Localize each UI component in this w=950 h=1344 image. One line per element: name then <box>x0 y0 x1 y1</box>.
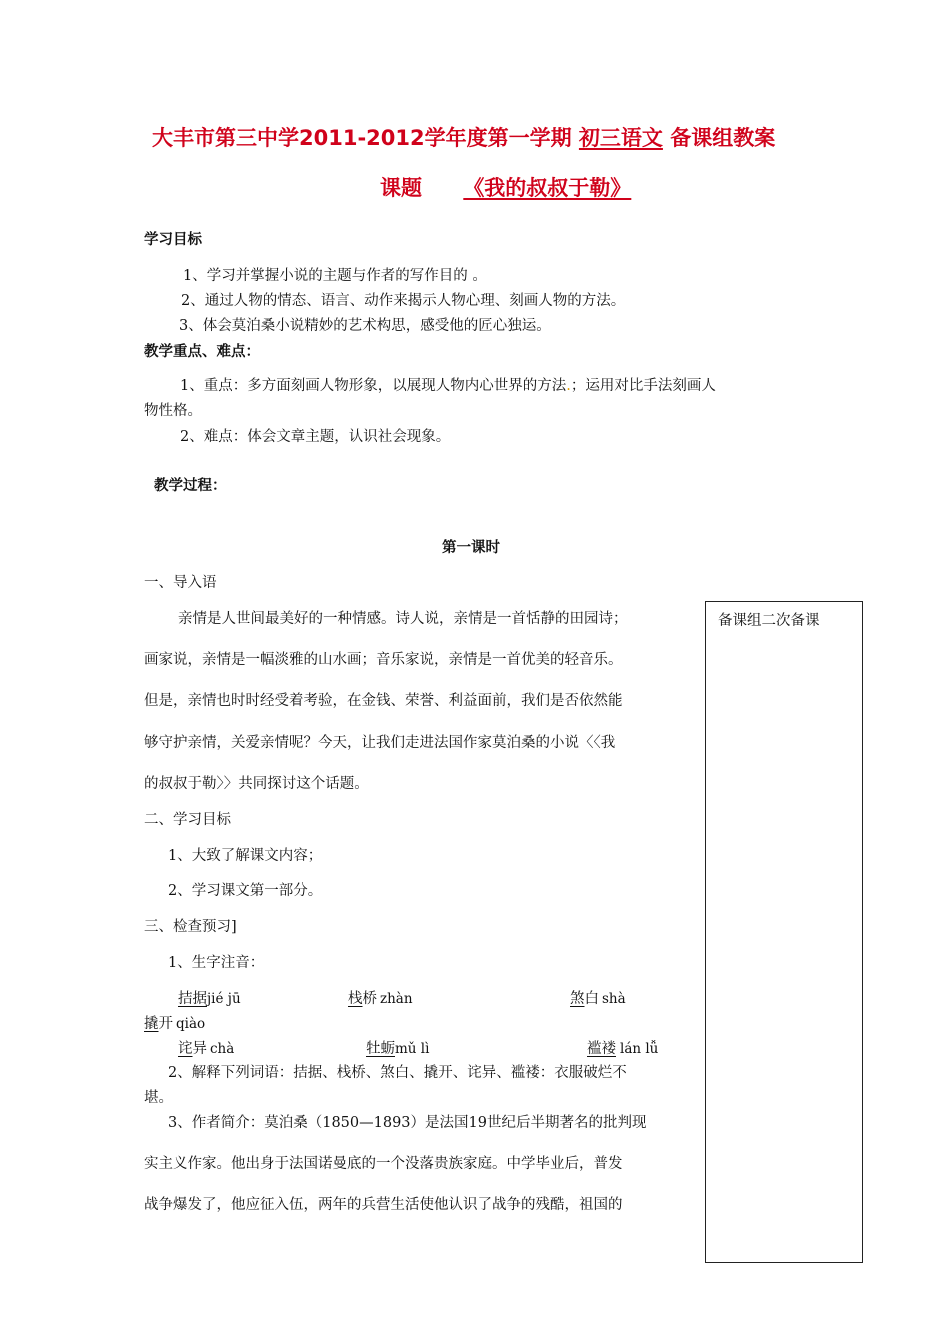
pinyin-entry <box>570 987 626 1008</box>
goals-heading: 学习目标 <box>144 232 202 248</box>
pinyin-word: 煞 <box>570 991 585 1007</box>
difficulty-line: 2、难点：体会文章主题，认识社会现象。 <box>180 429 451 445</box>
goal2-item: 1、大致了解课文内容； <box>168 848 323 864</box>
pinyin-word: 栈 <box>348 991 363 1007</box>
pinyin-reading: qiào <box>176 1016 206 1032</box>
author-line: 3、作者简介：莫泊桑（1850—1893）是法国19世纪后半期著名的批判现 <box>168 1115 647 1131</box>
second-prep-box <box>705 601 863 1263</box>
pinyin-word-rest: 开 <box>158 1016 173 1032</box>
focus-dot: . <box>566 378 571 394</box>
pinyin-entry <box>348 987 413 1008</box>
pinyin-word: 拮据 <box>178 991 207 1007</box>
pinyin-entry <box>366 1037 429 1058</box>
pinyin-reading: lán lǚ <box>620 1041 659 1057</box>
pinyin-reading: jié jū <box>207 991 241 1007</box>
pinyin-word: 牡蛎 <box>366 1041 395 1057</box>
pinyin-reading: zhàn <box>380 991 413 1007</box>
pinyin-word-rest: 异 <box>192 1041 207 1057</box>
process-heading: 教学过程： <box>154 478 227 494</box>
focus-text-2: ；运用对比手法刻画人 <box>570 378 716 394</box>
goal-item: 3、体会莫泊桑小说精妙的艺术构思，感受他的匠心独运。 <box>179 318 551 334</box>
focus-text: 1、重点：多方面刻画人物形象，以展现人物内心世界的方法 <box>180 378 567 394</box>
intro-line: 的叔叔于勒〉〉共同探讨这个话题。 <box>144 776 369 792</box>
goal-item: 2、通过人物的情态、语言、动作来揭示人物心理、刻画人物的方法。 <box>181 293 626 309</box>
second-prep-title: 备课组二次备课 <box>718 613 820 629</box>
intro-line: 但是，亲情也时时经受着考验，在金钱、荣誉、利益面前，我们是否依然能 <box>144 693 623 709</box>
pinyin-reading: chà <box>210 1041 235 1057</box>
goal-item: 1、学习并掌握小说的主题与作者的写作目的 。 <box>183 268 487 284</box>
lesson-title: 第一课时 <box>442 540 500 556</box>
focus-line-2: 物性格。 <box>144 403 202 419</box>
goals2-heading: 二、学习目标 <box>144 812 231 828</box>
topic-title: 《我的叔叔于勒》 <box>463 176 632 200</box>
pinyin-reading: shà <box>602 991 626 1007</box>
focus-line <box>180 374 716 395</box>
pinyin-entry <box>178 987 241 1008</box>
intro-heading: 一、导入语 <box>144 575 217 591</box>
vocab-line: 2、解释下列词语：拮据、栈桥、煞白、撬开、诧异、褴褛：衣服破烂不 <box>168 1065 627 1081</box>
topic-line <box>380 172 631 202</box>
intro-line: 亲情是人世间最美好的一种情感。诗人说，亲情是一首恬静的田园诗； <box>178 611 628 627</box>
school-term: 大丰市第三中学2011-2012学年度第一学期 <box>152 126 572 150</box>
preview-heading: 三、检查预习] <box>144 919 237 935</box>
topic-label: 课题 <box>380 176 422 200</box>
pinyin-word: 诧 <box>178 1041 193 1057</box>
keypoints-heading: 教学重点、难点： <box>144 344 260 360</box>
pinyin-word-rest: 桥 <box>362 991 377 1007</box>
pinyin-heading: 1、生字注音： <box>168 955 265 971</box>
intro-line: 够守护亲情，关爱亲情呢？今天，让我们走进法国作家莫泊桑的小说〈〈我 <box>144 735 616 751</box>
pinyin-entry <box>178 1037 234 1058</box>
author-line: 实主义作家。他出身于法国诺曼底的一个没落贵族家庭。中学毕业后，普发 <box>144 1156 623 1172</box>
pinyin-word: 撬 <box>144 1016 159 1032</box>
pinyin-word-rest: 白 <box>584 991 599 1007</box>
pinyin-reading: mǔ lì <box>395 1041 430 1057</box>
pinyin-entry <box>144 1012 205 1033</box>
intro-line: 画家说，亲情是一幅淡雅的山水画；音乐家说，亲情是一首优美的轻音乐。 <box>144 652 623 668</box>
pinyin-entry <box>587 1037 658 1058</box>
plan-type: 备课组教案 <box>670 126 776 150</box>
document-title <box>152 122 775 152</box>
pinyin-word: 褴褛 <box>587 1041 616 1057</box>
vocab-line-2: 堪。 <box>144 1090 173 1106</box>
author-line: 战争爆发了，他应征入伍，两年的兵营生活使他认识了战争的残酷，祖国的 <box>144 1197 623 1213</box>
goal2-item: 2、学习课文第一部分。 <box>168 883 323 899</box>
subject: 初三语文 <box>578 126 663 150</box>
